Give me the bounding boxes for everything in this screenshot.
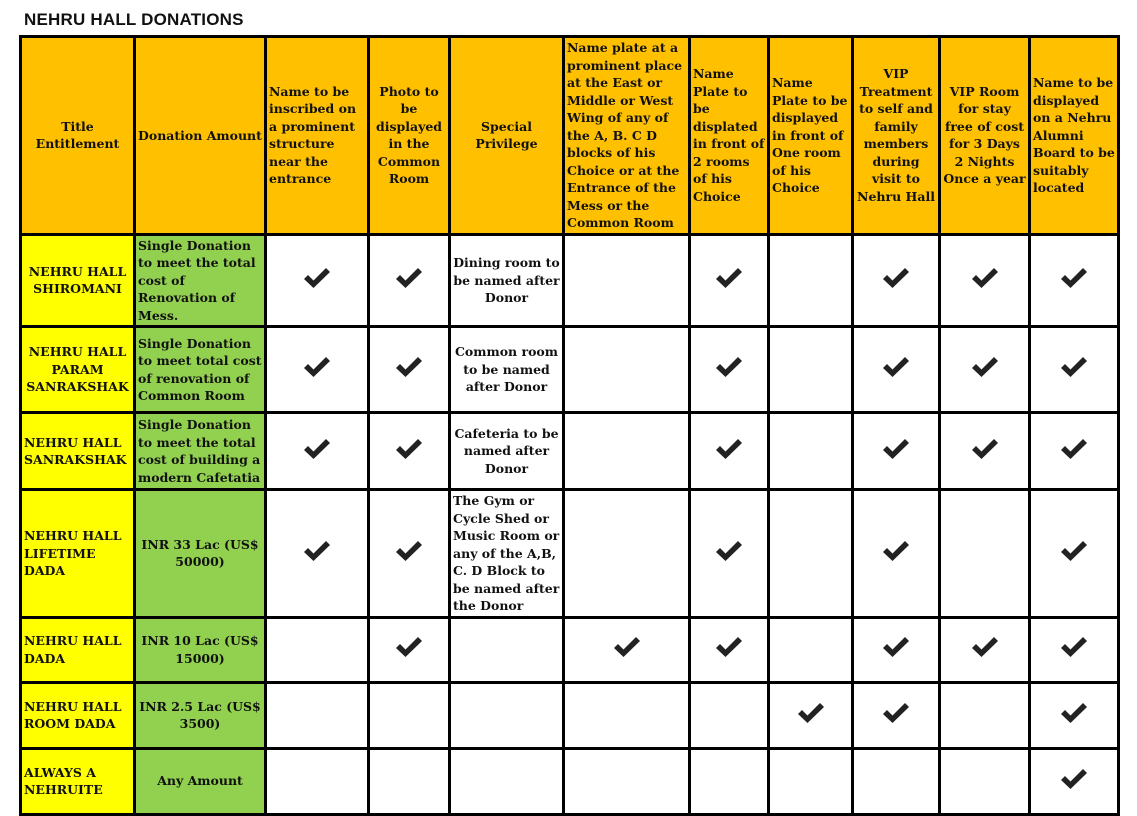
checkmark-icon: [881, 540, 911, 562]
checkmark-icon: [394, 438, 424, 460]
row-title: NEHRU HALL ROOM DADA: [21, 682, 135, 748]
check-cell: [564, 234, 690, 327]
row-title: NEHRU HALL DADA: [21, 617, 135, 682]
checkmark-icon: [1059, 438, 1089, 460]
check-cell: [853, 413, 940, 490]
row-amount: Single Donation to meet the total cost of building a modern Cafetatia: [135, 413, 266, 490]
checkmark-icon: [970, 636, 1000, 658]
check-cell: [690, 682, 769, 748]
header-photo: Photo to be displayed in the Common Room: [369, 37, 450, 235]
checkmark-icon: [1059, 636, 1089, 658]
check-cell: [769, 748, 853, 814]
checkmark-icon: [1059, 267, 1089, 289]
header-donation-amount: Donation Amount: [135, 37, 266, 235]
check-cell: [266, 617, 369, 682]
checkmark-icon: [394, 267, 424, 289]
check-cell: [369, 490, 450, 618]
table-row: [21, 490, 1119, 618]
check-cell: [369, 617, 450, 682]
check-cell: [1030, 617, 1119, 682]
table-row: [21, 748, 1119, 814]
checkmark-icon: [881, 636, 911, 658]
donations-table: [19, 35, 1120, 816]
header-row: [21, 37, 1119, 235]
check-cell: [769, 682, 853, 748]
row-amount: INR 2.5 Lac (US$ 3500): [135, 682, 266, 748]
check-cell: [266, 748, 369, 814]
check-cell: [940, 682, 1030, 748]
checkmark-icon: [714, 356, 744, 378]
row-privilege: Dining room to be named after Donor: [450, 234, 564, 327]
row-amount: INR 33 Lac (US$ 50000): [135, 490, 266, 618]
check-cell: [940, 490, 1030, 618]
row-privilege: [450, 617, 564, 682]
row-amount: Single Donation to meet total cost of renovation of Common Room: [135, 327, 266, 413]
row-privilege: Common room to be named after Donor: [450, 327, 564, 413]
check-cell: [266, 413, 369, 490]
check-cell: [266, 234, 369, 327]
check-cell: [853, 490, 940, 618]
row-amount: INR 10 Lac (US$ 15000): [135, 617, 266, 682]
row-title: NEHRU HALL LIFETIME DADA: [21, 490, 135, 618]
check-cell: [690, 327, 769, 413]
check-cell: [1030, 234, 1119, 327]
check-cell: [564, 748, 690, 814]
checkmark-icon: [714, 438, 744, 460]
check-cell: [1030, 682, 1119, 748]
check-cell: [690, 748, 769, 814]
check-cell: [853, 327, 940, 413]
row-title: NEHRU HALL PARAM SANRAKSHAK: [21, 327, 135, 413]
checkmark-icon: [970, 438, 1000, 460]
checkmark-icon: [612, 636, 642, 658]
check-cell: [853, 682, 940, 748]
table-row: [21, 327, 1119, 413]
check-cell: [564, 327, 690, 413]
checkmark-icon: [302, 267, 332, 289]
check-cell: [940, 234, 1030, 327]
header-alumni-board: Name to be displayed on a Nehru Alumni Board to be suitably located: [1030, 37, 1119, 235]
check-cell: [853, 617, 940, 682]
table-row: [21, 234, 1119, 327]
checkmark-icon: [394, 540, 424, 562]
check-cell: [690, 234, 769, 327]
checkmark-icon: [394, 636, 424, 658]
checkmark-icon: [714, 540, 744, 562]
check-cell: [769, 327, 853, 413]
checkmark-icon: [881, 702, 911, 724]
checkmark-icon: [302, 438, 332, 460]
check-cell: [690, 413, 769, 490]
checkmark-icon: [796, 702, 826, 724]
check-cell: [1030, 327, 1119, 413]
table-row: [21, 682, 1119, 748]
row-title: NEHRU HALL SANRAKSHAK: [21, 413, 135, 490]
checkmark-icon: [1059, 702, 1089, 724]
checkmark-icon: [970, 356, 1000, 378]
check-cell: [369, 234, 450, 327]
checkmark-icon: [881, 267, 911, 289]
row-amount: Single Donation to meet the total cost of Renovation of Mess.: [135, 234, 266, 327]
check-cell: [940, 748, 1030, 814]
checkmark-icon: [881, 438, 911, 460]
check-cell: [853, 748, 940, 814]
check-cell: [1030, 748, 1119, 814]
header-special-privilege: Special Privilege: [450, 37, 564, 235]
header-vip-room: VIP Room for stay free of cost for 3 Days 2 Nights Once a year: [940, 37, 1030, 235]
checkmark-icon: [881, 356, 911, 378]
check-cell: [564, 490, 690, 618]
check-cell: [769, 490, 853, 618]
header-one-room-plate: Name Plate to be displayed in front of One room of his Choice: [769, 37, 853, 235]
check-cell: [769, 234, 853, 327]
checkmark-icon: [394, 356, 424, 378]
check-cell: [940, 617, 1030, 682]
header-wing-name-plate: Name plate at a prominent place at the East or Middle or West Wing of any of the A, B. C D blocks of his Choice or at the Entrance of the Mess or the Common Room: [564, 37, 690, 235]
checkmark-icon: [302, 356, 332, 378]
check-cell: [369, 682, 450, 748]
check-cell: [690, 617, 769, 682]
checkmark-icon: [302, 540, 332, 562]
header-title-entitlement: Title Entitlement: [21, 37, 135, 235]
checkmark-icon: [1059, 540, 1089, 562]
row-privilege: [450, 748, 564, 814]
row-privilege: The Gym or Cycle Shed or Music Room or any of the A,B, C. D Block to be named after the Donor: [450, 490, 564, 618]
check-cell: [564, 413, 690, 490]
page-title: NEHRU HALL DONATIONS: [24, 10, 244, 29]
header-vip-treatment: VIP Treatment to self and family members during visit to Nehru Hall: [853, 37, 940, 235]
row-privilege: Cafeteria to be named after Donor: [450, 413, 564, 490]
row-amount: Any Amount: [135, 748, 266, 814]
check-cell: [564, 682, 690, 748]
check-cell: [1030, 490, 1119, 618]
check-cell: [940, 327, 1030, 413]
check-cell: [1030, 413, 1119, 490]
check-cell: [266, 490, 369, 618]
checkmark-icon: [1059, 356, 1089, 378]
check-cell: [266, 327, 369, 413]
check-cell: [940, 413, 1030, 490]
row-title: ALWAYS A NEHRUITE: [21, 748, 135, 814]
row-privilege: [450, 682, 564, 748]
check-cell: [564, 617, 690, 682]
check-cell: [769, 617, 853, 682]
header-two-rooms-plate: Name Plate to be displated in front of 2 rooms of his Choice: [690, 37, 769, 235]
checkmark-icon: [714, 267, 744, 289]
check-cell: [690, 490, 769, 618]
table-row: [21, 413, 1119, 490]
check-cell: [853, 234, 940, 327]
check-cell: [369, 327, 450, 413]
checkmark-icon: [714, 636, 744, 658]
checkmark-icon: [1059, 768, 1089, 790]
check-cell: [369, 748, 450, 814]
check-cell: [769, 413, 853, 490]
checkmark-icon: [970, 267, 1000, 289]
header-inscribed-structure: Name to be inscribed on a prominent structure near the entrance: [266, 37, 369, 235]
check-cell: [369, 413, 450, 490]
check-cell: [266, 682, 369, 748]
table-row: [21, 617, 1119, 682]
row-title: NEHRU HALL SHIROMANI: [21, 234, 135, 327]
